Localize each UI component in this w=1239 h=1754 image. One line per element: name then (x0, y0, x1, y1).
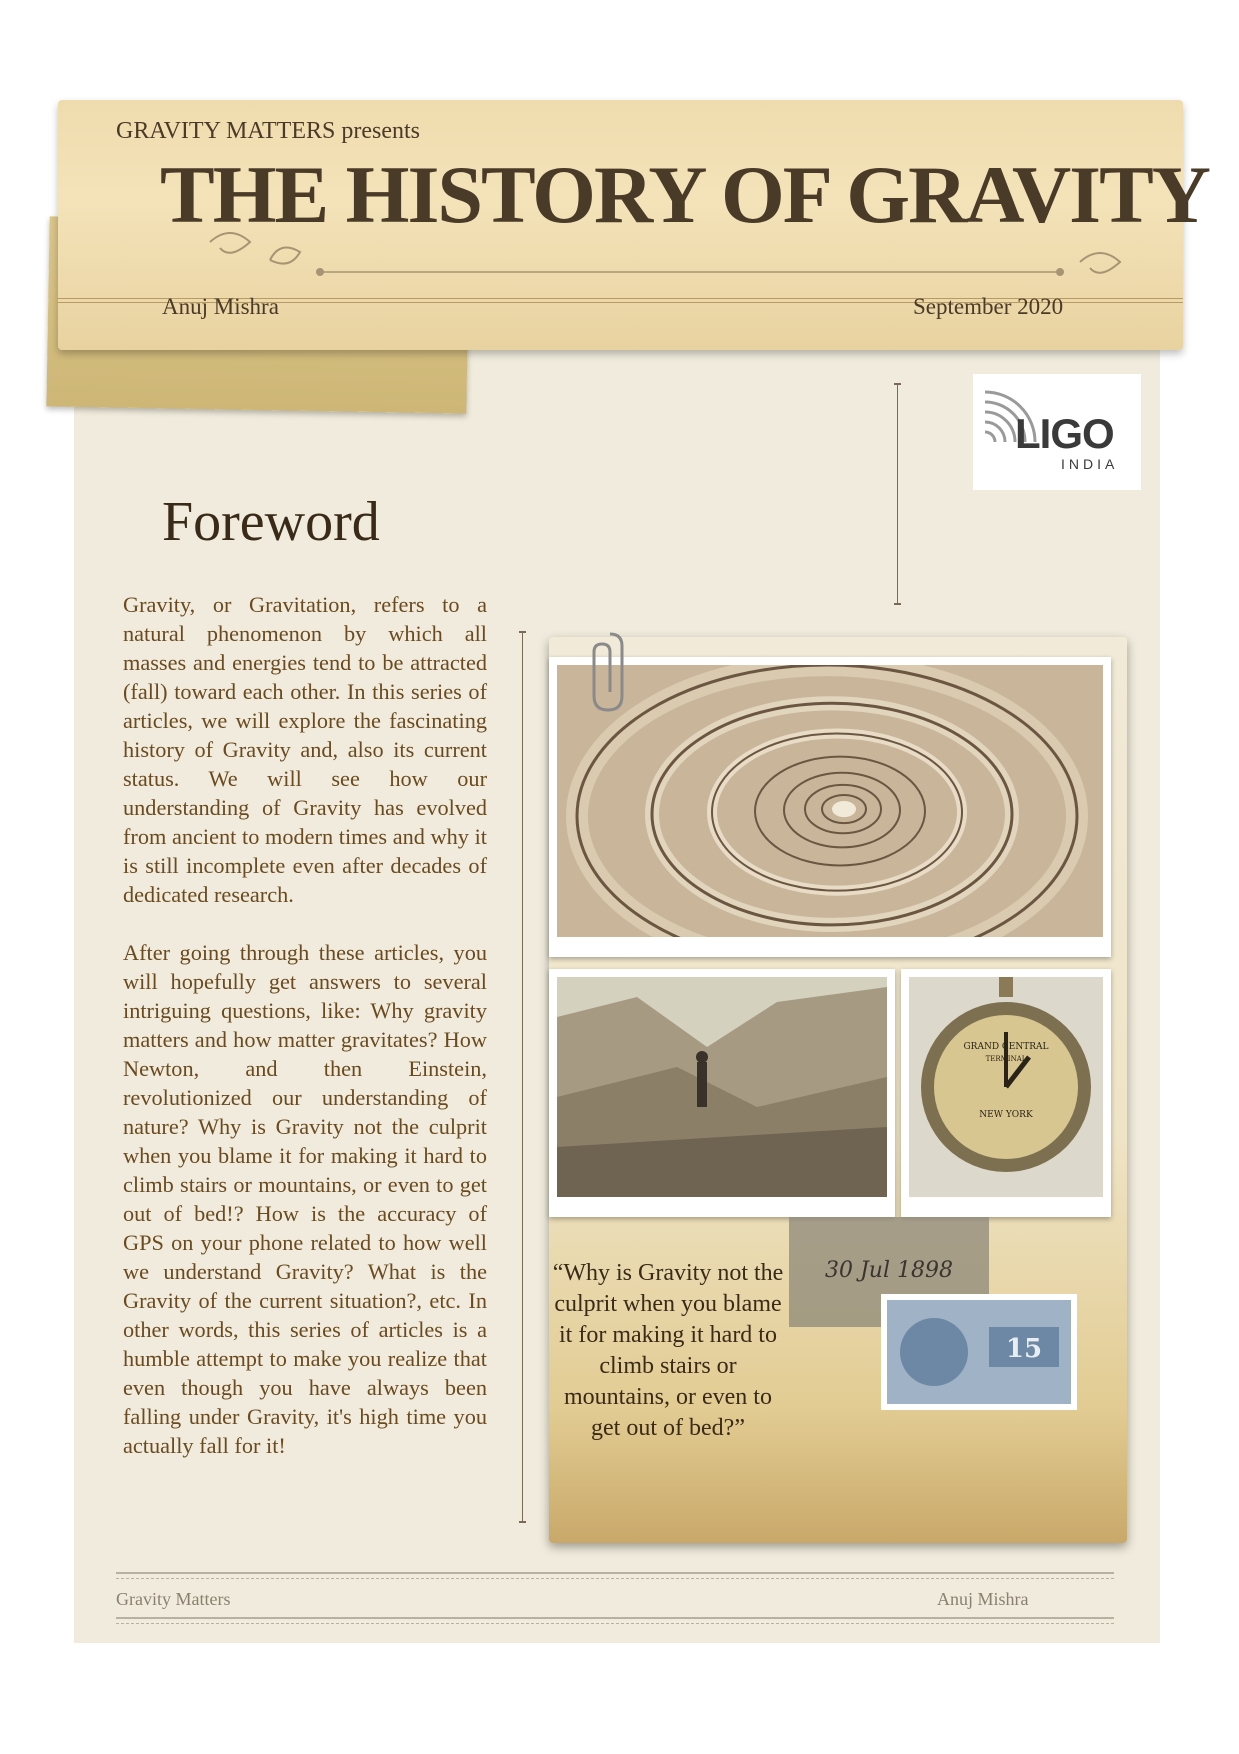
footer-author: Anuj Mishra (937, 1589, 1029, 1609)
clock-photo (909, 977, 1103, 1197)
masthead-date: September 2020 (913, 294, 1064, 319)
clock-label-top: GRAND CENTRAL (963, 1042, 1049, 1052)
paper-clip-icon (580, 626, 628, 716)
paragraph: After going through these articles, you will hopefully get answers to several intriguing questions, like: Why gravity matters and how matter gravitates? How Newton, and then Einstein, revolutionized our understanding of nature? Why is Gravity not the culprit when you blame it for making it hard to climb stairs or mountains, or even to get out of bed!? How is the accuracy of GPS on your phone related to how well we understand Gravity? What is the Gravity of the current situation?, etc. In other words, this series of articles is a humble attempt to make you realize that even though you have always been falling under Gravity, it's high time you actually fall for it! (123, 940, 487, 1458)
section-heading: Foreword (162, 491, 380, 553)
footer-publication: Gravity Matters (116, 1589, 231, 1609)
postage-stamps (789, 1217, 1109, 1457)
masthead-author: Anuj Mishra (162, 294, 279, 319)
logo-wordmark: LIGO (1015, 410, 1114, 457)
footer-rule-top (116, 1572, 1114, 1579)
logo-subtitle: INDIA (1061, 456, 1119, 472)
mountain-climber-photo (557, 977, 887, 1197)
divider-vertical-top (897, 383, 898, 605)
pull-quote: “Why is Gravity not the culprit when you blame it for making it hard to climb stairs or mountains, or even to get out of bed?” (552, 1260, 784, 1441)
masthead-presents: GRAVITY MATTERS presents (116, 118, 420, 144)
ornament-flourish (200, 222, 1140, 282)
photo-frame-mountain (549, 969, 895, 1217)
page-title: THE HISTORY OF GRAVITY (160, 149, 1209, 240)
stamp-postmark: 30 Jul 1898 (825, 1258, 953, 1283)
clock-label-city: NEW YORK (979, 1110, 1033, 1120)
divider-vertical-left (522, 631, 523, 1523)
paragraph: Gravity, or Gravitation, refers to a natural phenomenon by which all masses and energies tend to be attracted (fall) toward each other. In this series of articles, we will explore the fascinating history of Gravity and, also its current status. We will see how our understanding of Gravity has evolved from ancient to modern times and why it is still incomplete even after decades of dedicated research. (123, 592, 487, 907)
photo-frame-clock (901, 969, 1111, 1217)
ligo-india-logo (973, 374, 1141, 490)
stamp-value: 15 (1005, 1334, 1043, 1364)
photo-frame-staircase (549, 657, 1111, 957)
article-body (123, 590, 487, 1489)
clock-label-mid: TERMINAL (985, 1055, 1027, 1063)
spiral-staircase-photo (557, 665, 1103, 937)
footer-rule-bottom (116, 1617, 1114, 1624)
